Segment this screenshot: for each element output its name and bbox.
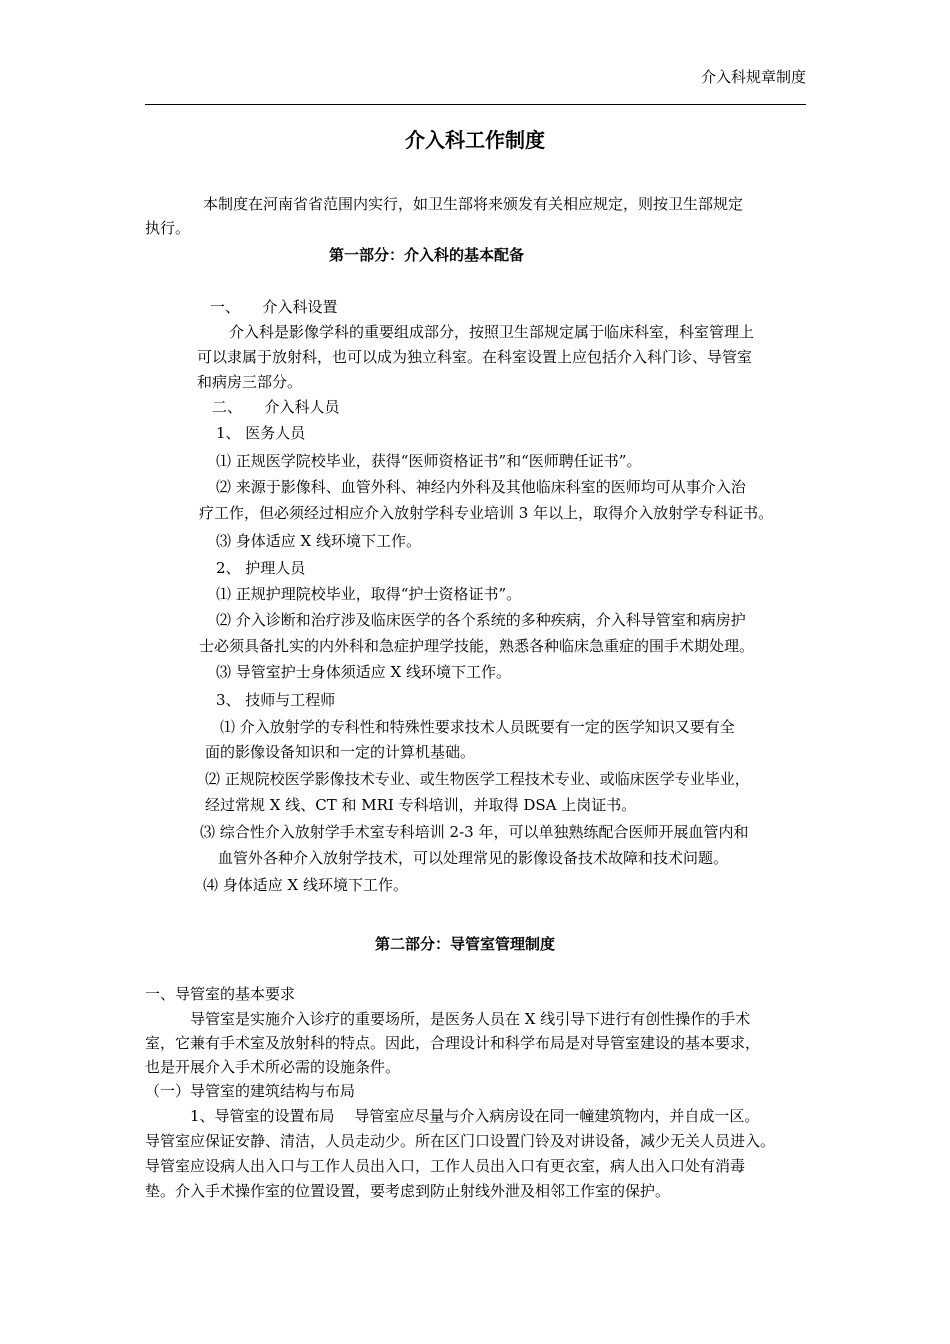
- part2-sub1-heading: （一）导管室的建筑结构与布局: [145, 1082, 356, 1100]
- part1-section1-heading: 一、 介入科设置: [210, 298, 338, 316]
- part1-section1-line-1: 介入科是影像学科的重要组成部分，按照卫生部规定属于临床科室，科室管理上: [229, 323, 755, 341]
- doctors-item-1: ⑴ 正规医学院校毕业，获得“医师资格证书”和“医师聘任证书”。: [216, 452, 642, 470]
- nurses-heading: 2、 护理人员: [216, 559, 306, 577]
- techs-item-3-line-2: 血管外各种介入放射学技术，可以处理常见的影像设备技术故障和技术问题。: [218, 849, 729, 867]
- part2-section1-line-1: 导管室是实施介入诊疗的重要场所，是医务人员在 X 线引导下进行有创性操作的手术: [190, 1010, 751, 1028]
- techs-item-1-line-2: 面的影像设备知识和一定的计算机基础。: [205, 743, 476, 761]
- part1-heading: 第一部分：介入科的基本配备: [329, 246, 525, 264]
- part2-sub1-line-4: 垫。介入手术操作室的位置设置，要考虑到防止射线外泄及相邻工作室的保护。: [145, 1182, 671, 1200]
- techs-item-1-line-1: ⑴ 介入放射学的专科性和特殊性要求技术人员既要有一定的医学知识又要有全: [220, 718, 735, 736]
- intro-line-1: 本制度在河南省省范围内实行，如卫生部将来颁发有关相应规定，则按卫生部规定: [203, 195, 744, 213]
- doctors-item-2-line-2: 疗工作，但必须经过相应介入放射学科专业培训 3 年以上，取得介入放射学专科证书。: [199, 504, 774, 522]
- techs-item-2-line-2: 经过常规 X 线、CT 和 MRI 专科培训，并取得 DSA 上岗证书。: [205, 796, 637, 814]
- part2-sub1-line-1: 1、导管室的设置布局 导管室应尽量与介入病房设在同一幢建筑物内，并自成一区。: [190, 1107, 760, 1125]
- part1-section1-line-2: 可以隶属于放射科，也可以成为独立科室。在科室设置上应包括介入科门诊、导管室: [197, 348, 753, 366]
- nurses-item-2-line-1: ⑵ 介入诊断和治疗涉及临床医学的各个系统的多种疾病，介入科导管室和病房护: [216, 611, 746, 629]
- techs-item-3-line-1: ⑶ 综合性介入放射学手术室专科培训 2-3 年，可以单独熟练配合医师开展血管内和: [200, 823, 749, 841]
- part1-section1-line-3: 和病房三部分。: [197, 373, 303, 391]
- part2-sub1-line-2: 导管室应保证安静、清洁，人员走动少。所在区门口设置门铃及对讲设备，减少无关人员进入。: [145, 1132, 776, 1150]
- part2-heading: 第二部分：导管室管理制度: [375, 935, 556, 953]
- nurses-item-1: ⑴ 正规护理院校毕业，取得“护士资格证书”。: [216, 585, 522, 603]
- document-title: 介入科工作制度: [405, 128, 545, 152]
- part1-section2-heading: 二、 介入科人员: [212, 398, 340, 416]
- techs-heading: 3、 技师与工程师: [216, 691, 336, 709]
- nurses-item-3: ⑶ 导管室护士身体须适应 X 线环境下工作。: [216, 663, 511, 681]
- part2-section1-heading: 一、导管室的基本要求: [145, 985, 296, 1003]
- header-rule: [145, 104, 806, 105]
- intro-line-2: 执行。: [145, 219, 191, 237]
- part2-section1-line-2: 室，它兼有手术室及放射科的特点。因此，合理设计和科学布局是对导管室建设的基本要求，: [145, 1034, 761, 1052]
- techs-item-4: ⑷ 身体适应 X 线环境下工作。: [203, 876, 408, 894]
- doctors-item-2-line-1: ⑵ 来源于影像科、血管外科、神经内外科及其他临床科室的医师均可从事介入治: [216, 478, 746, 496]
- doctors-heading: 1、 医务人员: [216, 424, 306, 442]
- part2-section1-line-3: 也是开展介入手术所必需的设施条件。: [145, 1058, 401, 1076]
- techs-item-2-line-1: ⑵ 正规院校医学影像技术专业、或生物医学工程技术专业、或临床医学专业毕业，: [205, 770, 750, 788]
- part2-sub1-line-3: 导管室应设病人出入口与工作人员出入口，工作人员出入口有更衣室，病人出入口处有消毒: [145, 1157, 746, 1175]
- nurses-item-2-line-2: 士必须具备扎实的内外科和急症护理学技能，熟悉各种临床急重症的围手术期处理。: [199, 637, 755, 655]
- doctors-item-3: ⑶ 身体适应 X 线环境下工作。: [216, 532, 421, 550]
- running-header: 介入科规章制度: [700, 68, 806, 86]
